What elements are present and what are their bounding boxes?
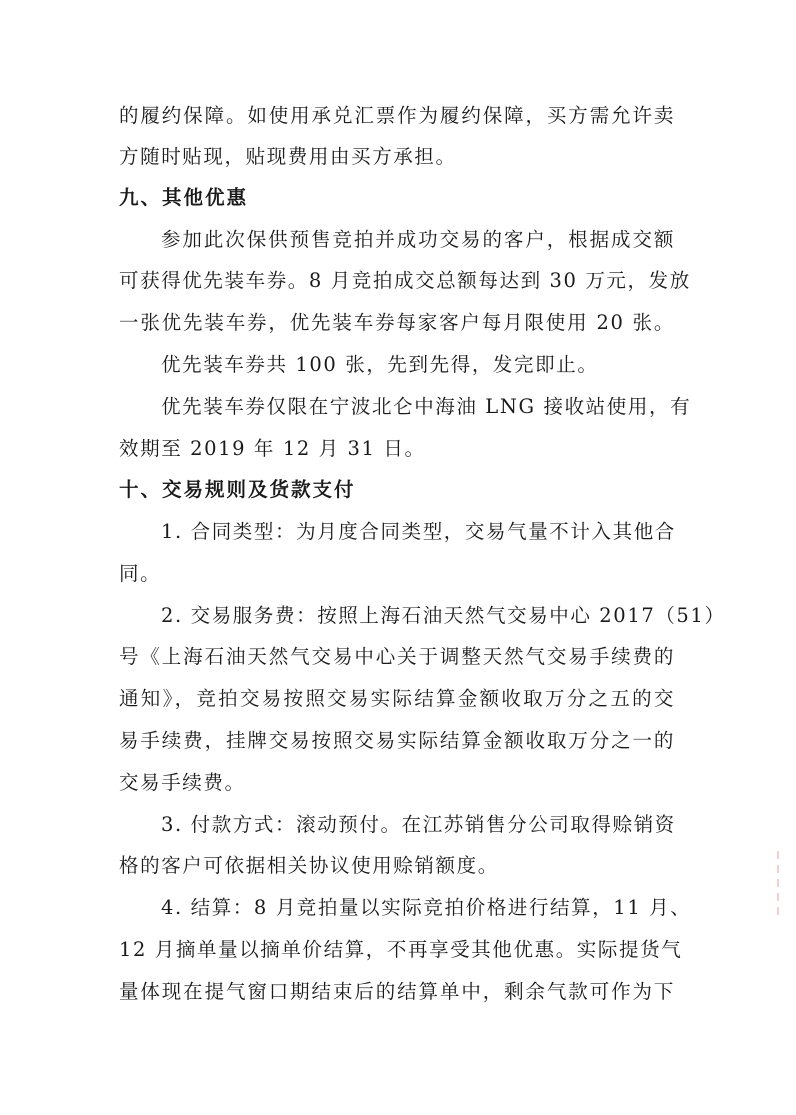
body-line: 3. 付款方式：滚动预付。在江苏销售分公司取得赊销资 <box>161 813 676 836</box>
seal-edge-marks <box>775 845 781 935</box>
body-line: 号《上海石油天然气交易中心关于调整天然气交易手续费的 <box>119 645 675 668</box>
body-line: 12 月摘单量以摘单价结算，不再享受其他优惠。实际提货气 <box>119 938 683 961</box>
body-line: 1. 合同类型：为月度合同类型，交易气量不计入其他合 <box>161 520 676 543</box>
body-line: 通知》，竞拍交易按照交易实际结算金额收取万分之五的交 <box>119 687 675 710</box>
body-line: 4. 结算：8 月竞拍量以实际竞拍价格进行结算，11 月、 <box>161 896 692 919</box>
body-line: 参加此次保供预售竞拍并成功交易的客户，根据成交额 <box>161 228 675 251</box>
body-line: 格的客户可依据相关协议使用赊销额度。 <box>119 854 499 877</box>
body-line: 一张优先装车券，优先装车券每家客户每月限使用 20 张。 <box>119 311 675 334</box>
section-heading-9: 九、其他优惠 <box>119 186 249 209</box>
body-line: 优先装车券共 100 张，先到先得，发完即止。 <box>161 353 599 376</box>
body-line: 易手续费，挂牌交易按照交易实际结算金额收取万分之一的 <box>119 729 675 752</box>
section-heading-10: 十、交易规则及货款支付 <box>119 478 356 501</box>
body-line: 量体现在提气窗口期结束后的结算单中，剩余气款可作为下 <box>119 980 675 1003</box>
body-line: 同。 <box>119 562 162 585</box>
body-line: 2. 交易服务费：按照上海石油天然气交易中心 2017（51） <box>161 604 726 627</box>
body-line: 可获得优先装车券。8 月竞拍成交总额每达到 30 万元，发放 <box>119 269 691 292</box>
body-line: 效期至 2019 年 12 月 31 日。 <box>119 437 426 460</box>
body-line: 优先装车券仅限在宁波北仑中海油 LNG 接收站使用，有 <box>161 395 692 418</box>
body-line: 交易手续费。 <box>119 771 246 794</box>
body-line: 的履约保障。如使用承兑汇票作为履约保障，买方需允许卖 <box>119 104 675 127</box>
body-line: 方随时贴现，贴现费用由买方承担。 <box>119 145 457 168</box>
